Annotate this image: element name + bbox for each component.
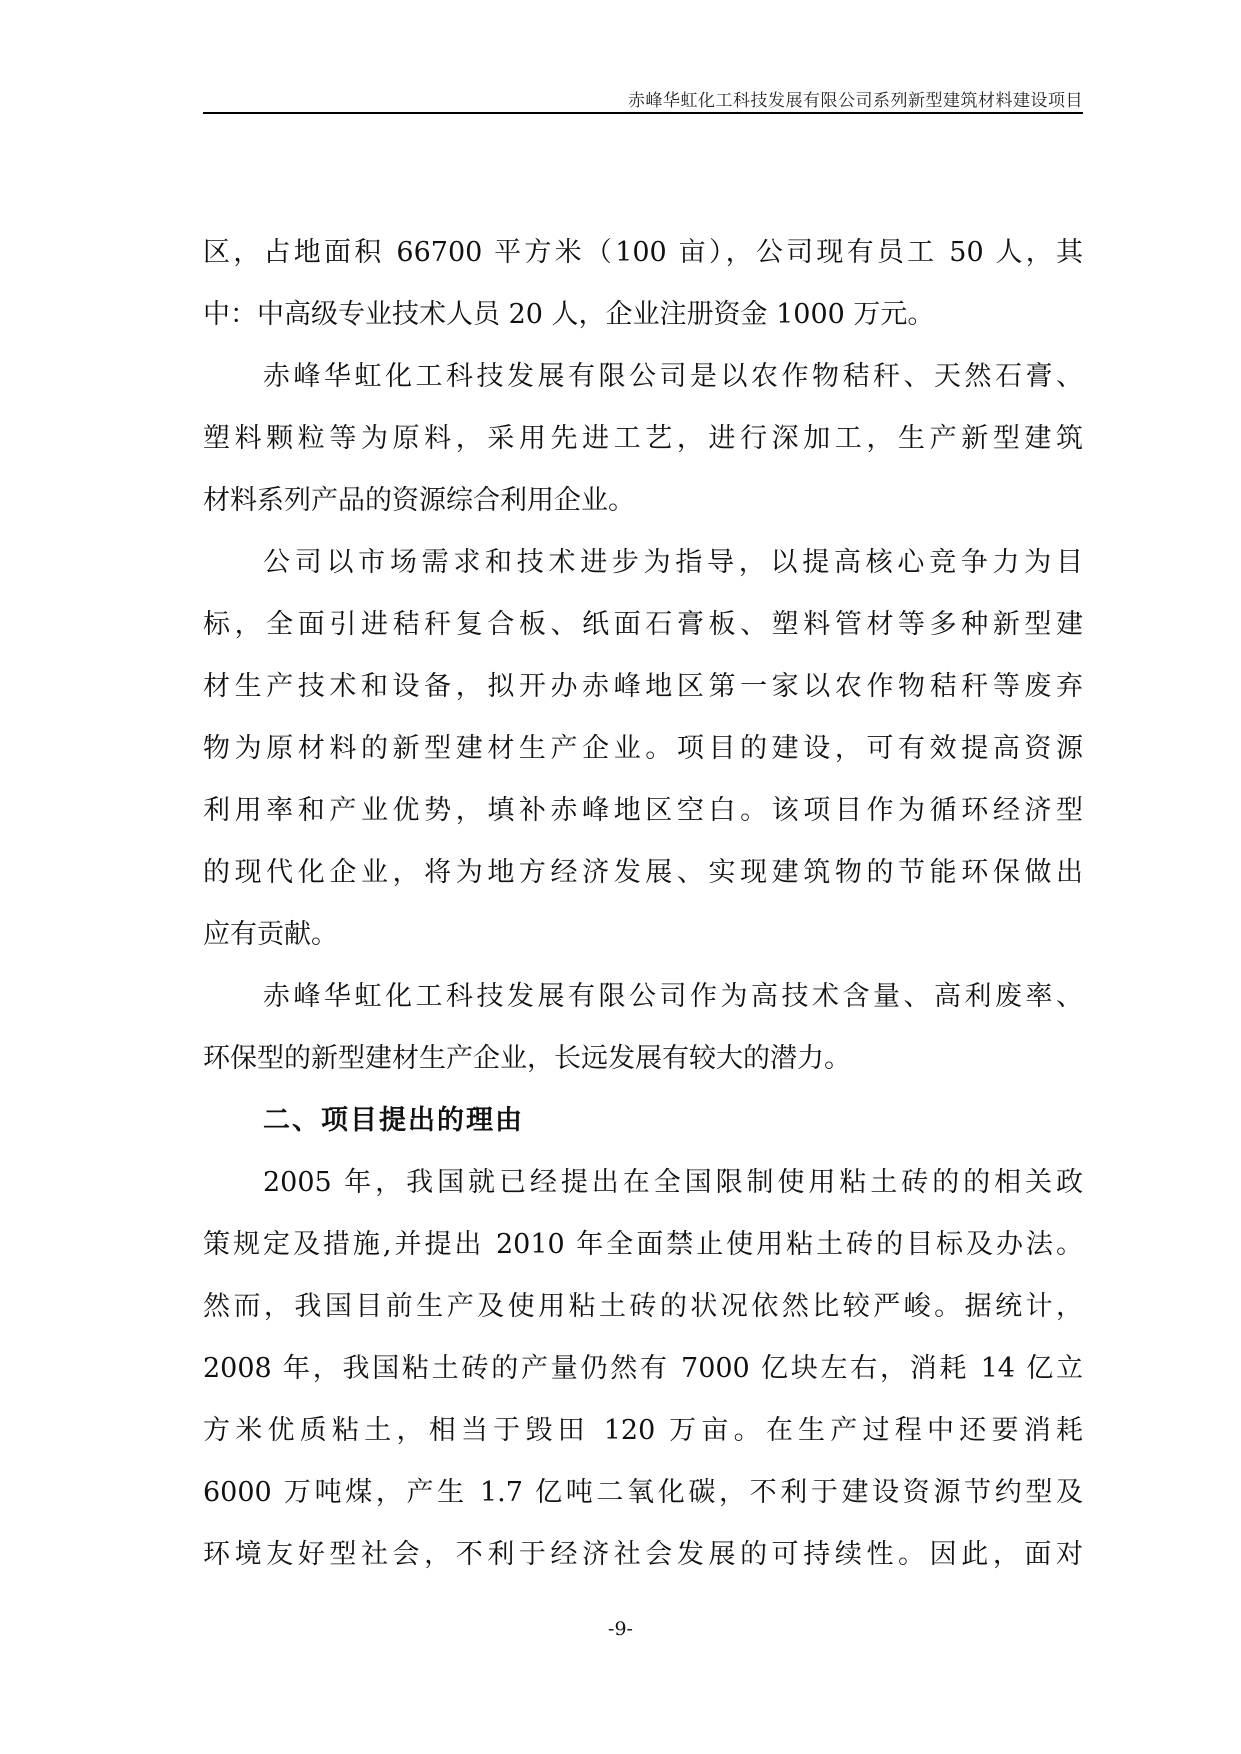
text-line: 6000 万吨煤，产生 1.7 亿吨二氧化碳，不利于建设资源节约型及 — [203, 1477, 1083, 1508]
text-line: 的现代化企业，将为地方经济发展、实现建筑物的节能环保做出 — [203, 857, 1083, 888]
text-line: 材生产技术和设备，拟开办赤峰地区第一家以农作物秸秆等废弃 — [203, 671, 1083, 702]
text-line: 方米优质粘土，相当于毁田 120 万亩。在生产过程中还要消耗 — [203, 1415, 1083, 1446]
text-line: 物为原材料的新型建材生产企业。项目的建设，可有效提高资源 — [203, 733, 1083, 764]
text-line: 然而，我国目前生产及使用粘土砖的状况依然比较严峻。据统计， — [203, 1291, 1083, 1322]
text-line: 材料系列产品的资源综合利用企业。 — [203, 485, 635, 516]
body-text — [203, 222, 1083, 1586]
text-line: 塑料颗粒等为原料，采用先进工艺，进行深加工，生产新型建筑 — [203, 423, 1083, 454]
text-line: 应有贡献。 — [203, 919, 338, 950]
text-line: 环保型的新型建材生产企业，长远发展有较大的潜力。 — [203, 1043, 851, 1074]
running-header-title: 赤峰华虹化工科技发展有限公司系列新型建筑材料建设项目 — [628, 91, 1083, 111]
text-line: 标，全面引进秸秆复合板、纸面石膏板、塑料管材等多种新型建 — [203, 609, 1083, 640]
text-line: 区，占地面积 66700 平方米（100 亩），公司现有员工 50 人，其 — [203, 237, 1083, 268]
text-line: 策规定及措施,并提出 2010 年全面禁止使用粘土砖的目标及办法。 — [203, 1229, 1083, 1260]
text-line: 环境友好型社会，不利于经济社会发展的可持续性。因此，面对 — [203, 1539, 1083, 1570]
text-line: 赤峰华虹化工科技发展有限公司作为高技术含量、高利废率、 — [263, 981, 1083, 1012]
text-line: 2008 年，我国粘土砖的产量仍然有 7000 亿块左右，消耗 14 亿立 — [203, 1353, 1083, 1384]
page-number: -9- — [608, 1618, 633, 1640]
text-line: 赤峰华虹化工科技发展有限公司是以农作物秸秆、天然石膏、 — [263, 361, 1083, 392]
text-line: 利用率和产业优势，填补赤峰地区空白。该项目作为循环经济型 — [203, 795, 1083, 826]
text-line: 公司以市场需求和技术进步为指导，以提高核心竞争力为目 — [263, 547, 1083, 578]
section-heading: 二、项目提出的理由 — [263, 1105, 524, 1136]
text-line: 中：中高级专业技术人员 20 人，企业注册资金 1000 万元。 — [203, 299, 935, 330]
text-line: 2005 年，我国就已经提出在全国限制使用粘土砖的的相关政 — [263, 1167, 1083, 1198]
header-rule — [203, 112, 1083, 114]
